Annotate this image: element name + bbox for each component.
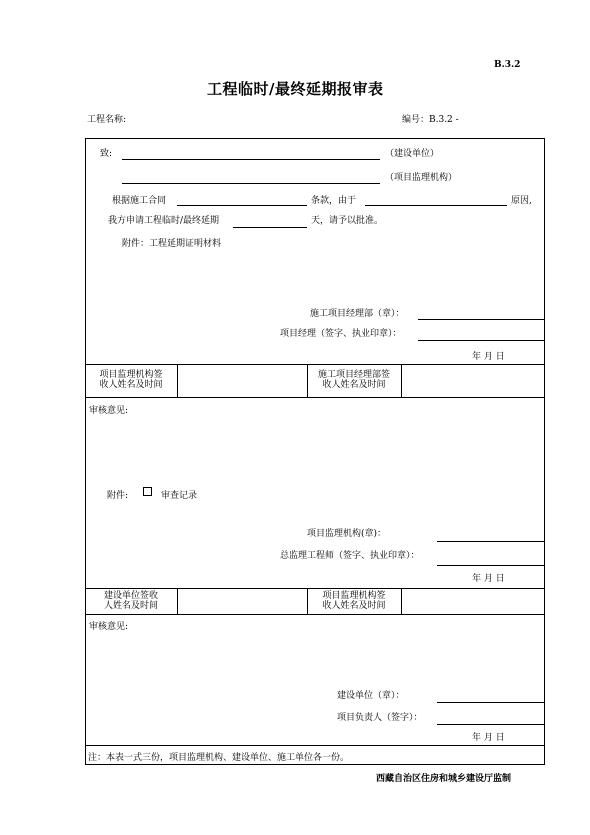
- delay-days-line[interactable]: [233, 227, 307, 228]
- document-code: B.3.2: [494, 60, 521, 70]
- attachment-label: 附件:: [107, 491, 129, 501]
- addressee-line-2[interactable]: [122, 183, 380, 184]
- row-divider: [85, 614, 545, 615]
- date-1: 年 月 日: [472, 352, 505, 362]
- serial-number-label: 编号：B.3.2 -: [402, 115, 459, 125]
- form-table: [85, 138, 545, 765]
- date-3: 年 月 日: [472, 733, 505, 743]
- date-2: 年 月 日: [472, 574, 505, 584]
- chief-engineer-sign-line[interactable]: [437, 565, 545, 566]
- clause-due-to-text: 条款，由于: [311, 196, 357, 206]
- contract-clause-line[interactable]: [177, 205, 307, 206]
- receipt-label-owner: 建设单位签收 人姓名及时间: [103, 591, 158, 611]
- receipt-signature-field[interactable]: [402, 589, 544, 613]
- review-opinion-label: 审核意见:: [89, 406, 129, 416]
- apply-delay-text: 我方申请工程临时/最终延期: [108, 216, 220, 226]
- project-lead-sign-line[interactable]: [437, 724, 545, 725]
- page-title: 工程临时/最终延期报审表: [207, 80, 384, 98]
- to-label: 致:: [100, 149, 113, 159]
- attachment-text: 附件：工程延期证明材料: [122, 239, 222, 249]
- reason-text: 原因,: [511, 196, 532, 206]
- per-contract-text: 根据施工合同: [112, 196, 167, 206]
- issuer-text: 西藏自治区住房和城乡建设厅监制: [376, 774, 512, 784]
- review-opinion-label-2: 审核意见:: [89, 622, 129, 632]
- footnote: 注：本表一式三份，项目监理机构、建设单位、施工单位各一份。: [88, 753, 350, 763]
- row-divider: [85, 745, 545, 746]
- receipt-signature-field[interactable]: [402, 365, 544, 396]
- addressee-line-1[interactable]: [122, 159, 380, 160]
- owner-seal-label: 建设单位（章）：: [337, 691, 405, 701]
- org-seal-line[interactable]: [437, 541, 545, 542]
- org-seal-label: 项目监理机构(章)：: [307, 529, 387, 539]
- pm-sign-line[interactable]: [418, 340, 545, 341]
- project-lead-sign-label: 项目负责人（签字）：: [337, 713, 423, 723]
- supervision-org-label: （项目监理机构）: [385, 173, 458, 183]
- project-name-label: 工程名称:: [87, 115, 127, 125]
- chief-engineer-sign-label: 总监理工程师（签字、执业印章）：: [280, 551, 420, 561]
- owner-seal-line[interactable]: [437, 702, 545, 703]
- review-record-label: 审查记录: [161, 491, 198, 501]
- receipt-label-supervision-2: 项目监理机构签 收人姓名及时间: [322, 591, 386, 611]
- pm-sign-label: 项目经理（签字、执业印章）：: [280, 329, 402, 339]
- pm-dept-seal-line[interactable]: [418, 319, 545, 320]
- days-approve-text: 天，请予以批准。: [311, 216, 384, 226]
- row-divider: [85, 397, 545, 398]
- receipt-label-contractor: 施工项目经理部签 收人姓名及时间: [317, 370, 390, 390]
- receipt-label-supervision: 项目监理机构签 收人姓名及时间: [99, 370, 163, 390]
- reason-line[interactable]: [365, 205, 507, 206]
- review-record-checkbox[interactable]: [143, 487, 152, 496]
- receipt-signature-field[interactable]: [178, 589, 306, 613]
- receipt-signature-field[interactable]: [178, 365, 306, 396]
- owner-unit-label: （建设单位）: [385, 149, 440, 159]
- pm-dept-seal-label: 施工项目经理部（章）：: [310, 309, 405, 319]
